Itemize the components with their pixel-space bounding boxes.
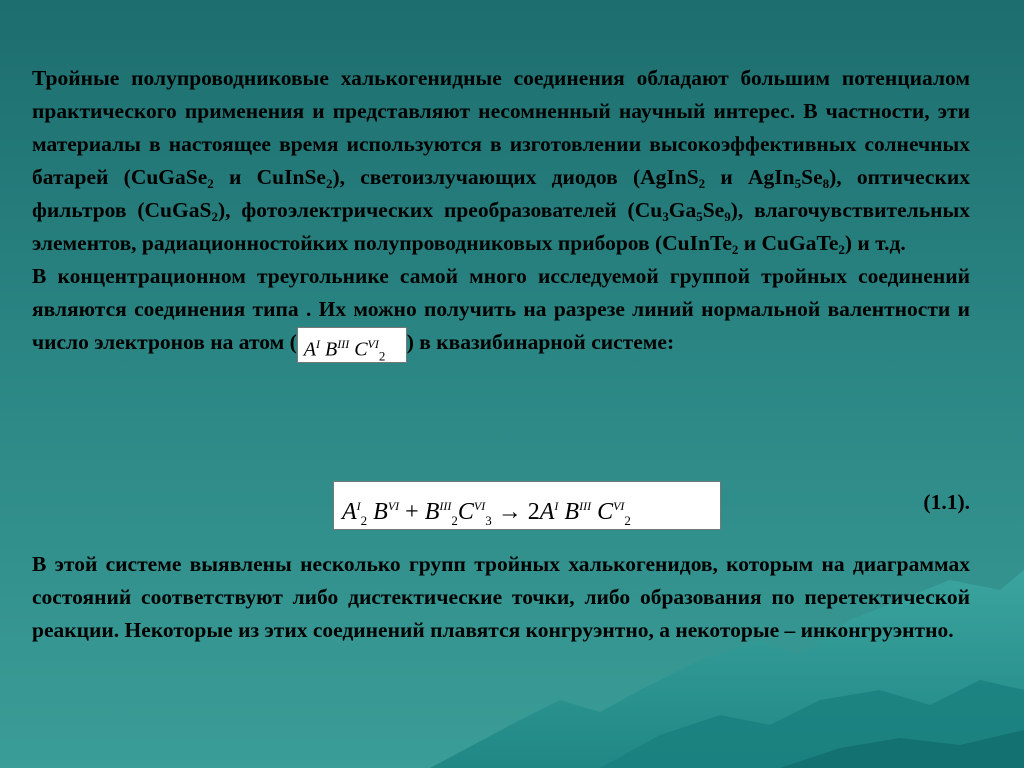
text-etc: ) и т.д. [844,231,906,255]
reaction-equation: $A^I_2$ $B^{VI} + B^{III}_2C^{VI}_3 \to 2A^I$ $B^{III}$ $C^{VI}_2$ [333,481,721,530]
triangle-text: В концентрационном треугольнике самой много исследуемой группой тройных соединений являются соединения типа . Их можно получить на разрезе линий нормальной валентности и число электронов на атом ( [32,264,970,354]
text-filters: ), оптических фильтров ( [32,165,970,222]
conjunction: и [705,165,749,189]
compound-agins2: AgInS$_2$ [640,165,706,191]
compound-cugate2: CuGaTe$_2$ [761,231,845,257]
compound-cuinse2: CuInSe$_2$ [256,165,333,191]
compound-cugas2: CuGaS$_2$ [144,198,218,224]
text-converters: ), фотоэлектрических преобразователей ( [217,198,635,222]
conjunction: и [738,231,762,255]
conjunction: и [213,165,257,189]
conclusion-paragraph: В этой системе выявлены несколько групп тройных халькогенидов, которым на диаграммах состояний соответствуют либо дистектические точки, либо образования по перетектической реакции. Некоторые из этих соединений плавятся конгруэнтно, а некоторые – инконгруэнтно. [32,552,970,642]
text-devices: ), влагочувствительных элементов, радиационностойких полупроводниковых приборов ( [32,198,970,255]
inline-formula-box: $A^I$ $B^{III}$ $C^{VI}_2$ [297,327,407,363]
intro-text: Тройные полупроводниковые халькогенидные соединения обладают большим потенциалом практического применения и представляют несомненный научный интерес. В частности, эти материалы в настоящее время используются в изготовлении высокоэффективных солнечных батарей ( [32,66,970,189]
text-leds: ), светоизлучающих диодов ( [332,165,641,189]
equation-number: (1.1). [923,490,970,514]
compound-cu3ga5se9: $Cu_3Ga_5Se_9$ [634,198,731,224]
compound-cugase2: CuGaSe$_2$ [130,165,214,191]
compound-cuinte2: CuInTe$_2$ [662,231,739,257]
compound-agin5se8: $AgIn_5Se_8$ [748,165,830,191]
intro-paragraph [32,62,970,364]
system-text: ) в квазибинарной системе: [406,330,675,354]
